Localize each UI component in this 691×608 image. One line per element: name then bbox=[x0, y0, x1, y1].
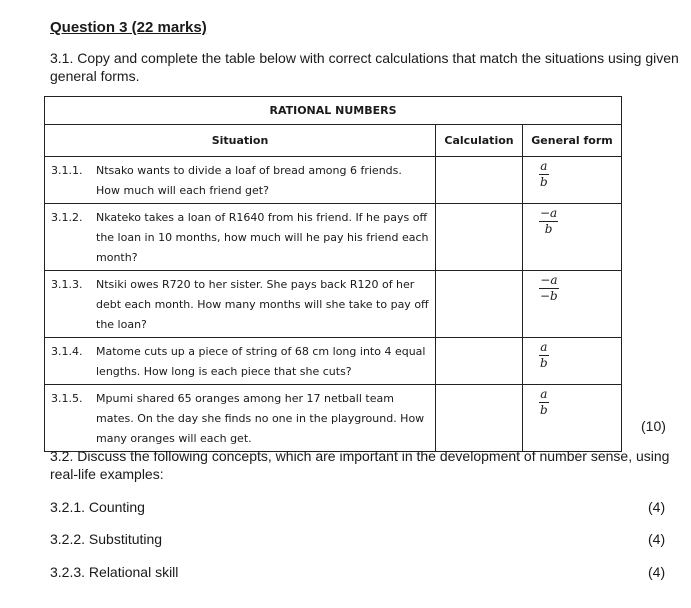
numerator: a bbox=[540, 340, 548, 354]
situation-cell bbox=[45, 271, 436, 338]
calculation-cell[interactable] bbox=[436, 338, 523, 385]
row-number: 3.1.2. bbox=[51, 211, 83, 224]
numerator: −a bbox=[540, 206, 558, 220]
row-number: 3.1.5. bbox=[51, 392, 83, 405]
situation-cell bbox=[45, 157, 436, 204]
general-form-cell bbox=[523, 204, 622, 271]
calculation-cell[interactable] bbox=[436, 204, 523, 271]
sub-question-counting: 3.2.1. Counting bbox=[50, 499, 145, 515]
numerator: −a bbox=[540, 273, 558, 287]
sub-question-marks: (4) bbox=[648, 531, 666, 547]
header-general-form: General form bbox=[523, 125, 622, 157]
numerator: a bbox=[540, 159, 548, 173]
denominator: b bbox=[540, 356, 548, 370]
table-title: RATIONAL NUMBERS bbox=[45, 97, 622, 125]
situation-text: Ntsiki owes R720 to her sister. She pays back R120 of her debt each month. How many months will she take to pay off the loan? bbox=[96, 278, 429, 331]
rational-numbers-table bbox=[44, 96, 622, 452]
situation-cell bbox=[45, 204, 436, 271]
general-form-cell bbox=[523, 157, 622, 204]
general-form-fraction bbox=[539, 388, 549, 417]
table-row bbox=[45, 157, 622, 204]
situation-text: Ntsako wants to divide a loaf of bread among 6 friends. How much will each friend get? bbox=[96, 164, 402, 197]
general-form-fraction bbox=[539, 274, 559, 303]
table-row bbox=[45, 204, 622, 271]
general-form-cell bbox=[523, 338, 622, 385]
situation-cell bbox=[45, 385, 436, 452]
header-calculation: Calculation bbox=[436, 125, 523, 157]
row-number: 3.1.1. bbox=[51, 164, 83, 177]
general-form-fraction bbox=[539, 207, 558, 236]
situation-text: Matome cuts up a piece of string of 68 cm long into 4 equal lengths. How long is each piece that she cuts? bbox=[96, 345, 426, 378]
calculation-cell[interactable] bbox=[436, 271, 523, 338]
table-marks: (10) bbox=[641, 418, 666, 434]
header-situation: Situation bbox=[45, 125, 436, 157]
calculation-cell[interactable] bbox=[436, 157, 523, 204]
general-form-cell bbox=[523, 271, 622, 338]
denominator: b bbox=[544, 222, 553, 236]
sub-question-relational-skill: 3.2.3. Relational skill bbox=[50, 564, 179, 580]
table-row bbox=[45, 271, 622, 338]
sub-question-marks: (4) bbox=[648, 564, 666, 580]
situation-cell bbox=[45, 338, 436, 385]
general-form-cell bbox=[523, 385, 622, 452]
denominator: b bbox=[540, 175, 548, 189]
question-title: Question 3 (22 marks) bbox=[50, 19, 207, 36]
table-row bbox=[45, 385, 622, 452]
sub-question-substituting: 3.2.2. Substituting bbox=[50, 531, 163, 547]
calculation-cell[interactable] bbox=[436, 385, 523, 452]
sub-question-marks: (4) bbox=[648, 499, 666, 515]
question-3-2-intro: 3.2. Discuss the following concepts, which are important in the development of number sense, using real-life examples: bbox=[50, 448, 670, 482]
general-form-fraction bbox=[539, 160, 549, 189]
row-number: 3.1.3. bbox=[51, 278, 83, 291]
situation-text: Nkateko takes a loan of R1640 from his friend. If he pays off the loan in 10 months, how much will he pay his friend each month? bbox=[96, 211, 429, 264]
denominator: b bbox=[540, 403, 548, 417]
general-form-fraction bbox=[539, 341, 549, 370]
question-intro: 3.1. Copy and complete the table below with correct calculations that match the situations using given general forms. bbox=[50, 50, 679, 84]
numerator: a bbox=[540, 387, 548, 401]
denominator: −b bbox=[540, 289, 558, 303]
row-number: 3.1.4. bbox=[51, 345, 83, 358]
situation-text: Mpumi shared 65 oranges among her 17 netball team mates. On the day she finds no one in the playground. How many oranges will each get. bbox=[96, 392, 425, 445]
table-row bbox=[45, 338, 622, 385]
